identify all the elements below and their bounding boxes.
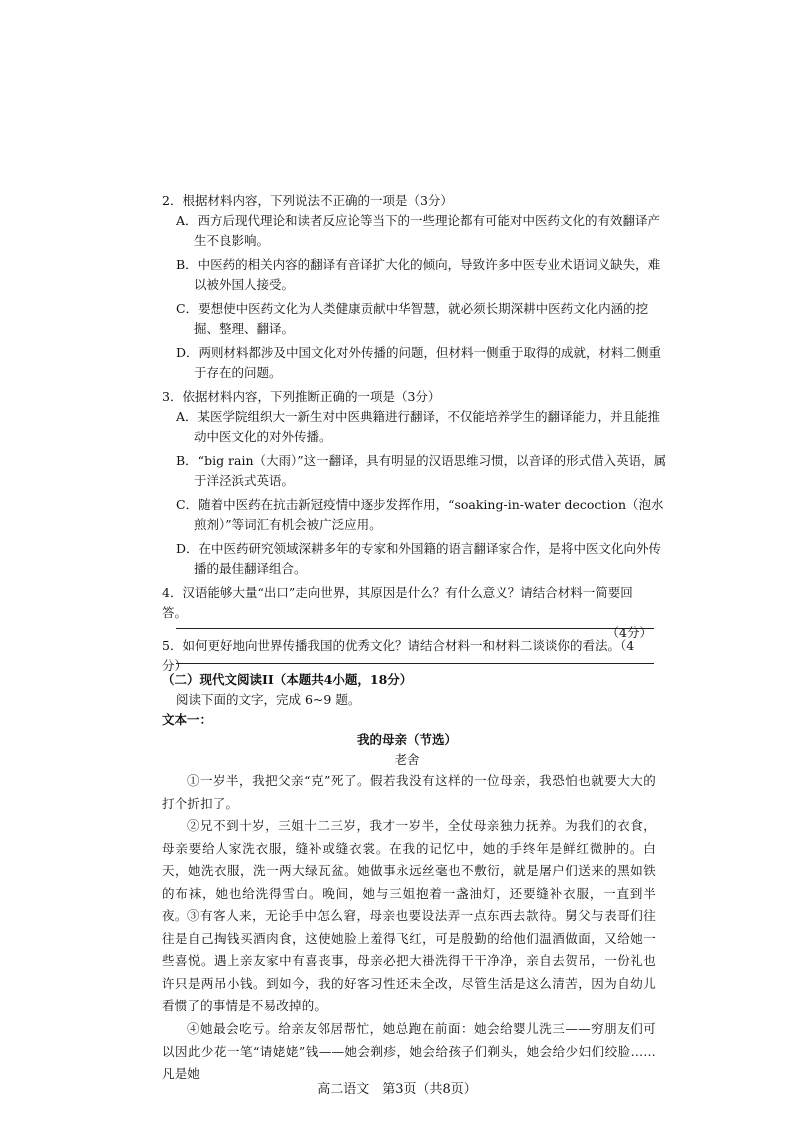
question-3-option-d: D．在中医药研究领域深耕多年的专家和外国籍的语言翻译家合作，是将中医文化向外传播的最佳翻译组合。 (176, 541, 662, 576)
question-4-score: （4分） (606, 625, 652, 640)
question-4-stem (162, 583, 652, 643)
question-2-option-a: A．西方后现代理论和读者反应论等当下的一些理论都有可能对中医药文化的有效翻译产生不良影响。 (176, 213, 661, 248)
section-heading: （二）现代文阅读II（本题共4小题，18分） (162, 672, 413, 687)
question-3-option-b: B．“big rain（大雨）”这一翻译，具有明显的汉语思维习惯，以音译的形式借入英语，属于洋泾浜式英语。 (176, 453, 667, 488)
question-5-stem: 5．如何更好地向世界传播我国的优秀文化？请结合材料一和材料二谈谈你的看法。（4分） (162, 638, 635, 673)
question-3-option-c: C．随着中医药在抗击新冠疫情中逐步发挥作用，“soaking-in-water decoction（泡水煎剂）”等词汇有机会被广泛应用。 (176, 497, 664, 532)
passage-author: 老舍 (394, 752, 420, 767)
answer-line-q5 (176, 663, 654, 664)
question-3-option-a: A．某医学院组织大一新生对中医典籍进行翻译，不仅能培养学生的翻译能力，并且能推动中医文化的对外传播。 (176, 409, 661, 444)
question-2-option-d: D．两则材料都涉及中国文化对外传播的问题，但材料一侧重于取得的成就，材料二侧重于存在的问题。 (176, 345, 662, 380)
passage-paragraph-4: ④她最会吃亏。给亲友邻居帮忙，她总跑在前面：她会给婴儿洗三——穷朋友们可以因此少花一笔“请姥姥”钱——她会剃疹，她会给孩子们剃头，她会给少妇们绞脸……凡是她 (162, 1021, 656, 1082)
question-2-option-c: C．要想使中医药文化为人类健康贡献中华智慧，就必须长期深耕中医药文化内涵的挖掘、整理、翻译。 (176, 301, 649, 336)
question-2-stem: 2．根据材料内容，下列说法不正确的一项是（3分） (162, 193, 453, 208)
passage-title: 我的母亲（节选） (356, 732, 457, 747)
page-footer: 高二语文 第3页（共8页） (317, 1082, 477, 1097)
question-2-option-b: B．中医药的相关内容的翻译有音译扩大化的倾向，导致许多中医专业术语词义缺失，难以被外国人接受。 (176, 257, 661, 292)
passage-paragraph-1: ①一岁半，我把父亲“克”死了。假若我没有这样的一位母亲，我恐怕也就要大大的打个折扣了。 (162, 773, 656, 811)
section-instruction: 阅读下面的文字，完成 6~9 题。 (176, 692, 361, 707)
question-4-text: 4．汉语能够大量“出口”走向世界，其原因是什么？有什么意义？请结合材料一简要回答。 (162, 585, 633, 620)
passage-paragraph-2: ②兄不到十岁，三姐十二三岁，我才一岁半，全仗母亲独力抚养。为我们的衣食，母亲要给人家洗衣服，缝补或缝衣裳。在我的记忆中，她的手终年是鲜红微肿的。白天，她洗衣服，洗一两大绿瓦盆。她做事永远丝毫也不敷衍，就是屠户们送来的黑如铁的布袜，她也给洗得雪白。晚间，她与三姐抱着一盏油灯，还要缝补衣服，一直到半夜。 (162, 818, 656, 924)
passage-paragraph-3: ③有客人来，无论手中怎么窘，母亲也要设法弄一点东西去款待。舅父与表哥们往往是自己掏钱买酒肉食，这使她脸上羞得飞红，可是殷勤的给他们温酒做面，又给她一些喜悦。遇上亲友家中有喜丧事，母亲必把大褂洗得干干净净，亲自去贺吊，一份礼也许只是两吊小钱。到如今，我的好客习性还未全改，尽管生活是这么清苦，因为自幼儿看惯了的事情是不易改掉的。 (162, 908, 656, 1014)
answer-line-q4 (176, 628, 654, 629)
text-label: 文本一： (162, 712, 213, 727)
question-3-stem: 3．依据材料内容，下列推断正确的一项是（3分） (162, 389, 441, 404)
